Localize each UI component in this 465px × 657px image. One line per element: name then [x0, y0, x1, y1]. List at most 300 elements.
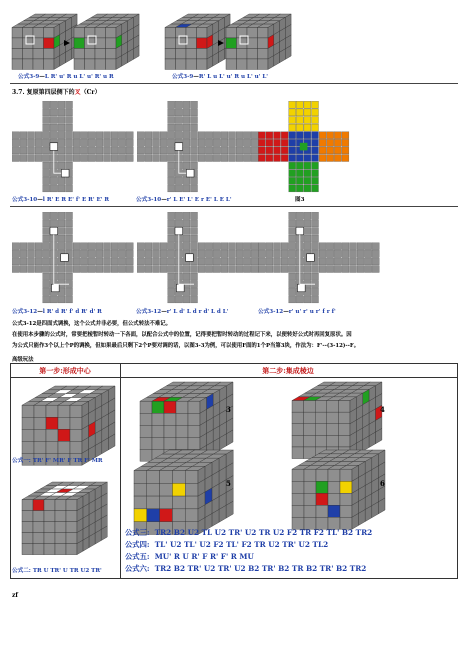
- net-facelet: [334, 243, 341, 250]
- net-facelet: [281, 132, 288, 139]
- cube-front-facelet: [106, 48, 117, 59]
- net-facelet: [206, 243, 213, 250]
- net-facelet: [289, 109, 296, 116]
- cube-front-facelet: [55, 511, 66, 522]
- cube-front-facelet: [188, 437, 200, 449]
- net-facelet: [274, 132, 281, 139]
- net-facelet: [229, 258, 236, 265]
- net-facelet: [88, 139, 95, 146]
- cube-front-facelet: [22, 429, 34, 441]
- net-facelet: [191, 243, 198, 250]
- cube-front-facelet: [22, 522, 33, 533]
- net-facelet: [73, 155, 80, 162]
- net-facelet: [137, 250, 144, 257]
- net-facelet: [312, 109, 319, 116]
- net-facelet: [43, 281, 50, 288]
- net-facelet: [183, 124, 190, 131]
- net-facelet: [221, 243, 228, 250]
- cube-front-facelet: [147, 496, 160, 509]
- marker-square: [296, 227, 304, 235]
- net-facelet: [168, 162, 175, 169]
- net-facelet: [96, 258, 103, 265]
- cube-front-facelet: [176, 413, 188, 425]
- row2-formula-3: 公式3-12—r' u' r' u r' f r f': [258, 309, 336, 315]
- cube-front-facelet: [66, 533, 77, 544]
- net-facelet: [206, 132, 213, 139]
- net-facelet: [81, 258, 88, 265]
- net-facelet: [137, 243, 144, 250]
- net-facelet: [183, 220, 190, 227]
- cube-front-facelet: [316, 493, 328, 505]
- row1-formula-2: 公式3-10—r' L E' L' E r E' L E L': [136, 197, 232, 203]
- net-facelet: [274, 147, 281, 154]
- net-facelet: [274, 258, 281, 265]
- cube-front-facelet: [185, 483, 198, 496]
- net-facelet: [58, 155, 65, 162]
- net-facelet: [191, 235, 198, 242]
- net-facelet: [111, 250, 118, 257]
- net-facelet: [266, 250, 273, 257]
- net-facelet: [191, 273, 198, 280]
- net-facelet: [281, 243, 288, 250]
- net-facelet: [81, 266, 88, 273]
- net-facelet: [104, 243, 111, 250]
- net-facelet: [266, 139, 273, 146]
- net-facelet: [168, 117, 175, 124]
- net-facelet: [206, 147, 213, 154]
- net-facelet: [191, 124, 198, 131]
- net-facelet: [50, 132, 57, 139]
- net-facelet: [213, 147, 220, 154]
- net-facelet: [236, 139, 243, 146]
- cube-front-facelet: [197, 38, 208, 49]
- net-facelet: [96, 147, 103, 154]
- net-facelet: [73, 132, 80, 139]
- net-facelet: [66, 124, 73, 131]
- net-facelet: [43, 288, 50, 295]
- net-facelet: [312, 124, 319, 131]
- net-facelet: [58, 147, 65, 154]
- cube-front-facelet: [95, 27, 106, 38]
- net-facelet: [289, 177, 296, 184]
- marker-square: [50, 143, 58, 151]
- net-facelet: [312, 132, 319, 139]
- net-facelet: [168, 220, 175, 227]
- cube-front-facelet: [258, 59, 269, 70]
- net-facelet: [43, 266, 50, 273]
- net-facelet: [213, 250, 220, 257]
- net-facelet: [96, 266, 103, 273]
- net-facelet: [206, 139, 213, 146]
- net-facelet: [58, 266, 65, 273]
- net-facelet: [244, 132, 251, 139]
- net-facelet: [327, 139, 334, 146]
- cube-front-facelet: [55, 544, 66, 555]
- cube-front-facelet: [33, 511, 44, 522]
- net-facelet: [266, 132, 273, 139]
- net-facelet: [145, 132, 152, 139]
- net-facelet: [28, 139, 35, 146]
- net-facelet: [289, 162, 296, 169]
- net-facelet: [43, 124, 50, 131]
- net-facelet: [289, 296, 296, 303]
- net-facelet: [58, 243, 65, 250]
- net-facelet: [137, 155, 144, 162]
- net-facelet: [88, 243, 95, 250]
- net-facelet: [35, 243, 42, 250]
- net-facelet: [43, 139, 50, 146]
- net-facelet: [88, 258, 95, 265]
- net-facelet: [104, 139, 111, 146]
- cube-front-facelet: [304, 493, 316, 505]
- cube-front-facelet: [152, 425, 164, 437]
- net-facelet: [168, 177, 175, 184]
- net-facelet: [191, 288, 198, 295]
- net-facelet: [96, 139, 103, 146]
- net-facelet: [58, 273, 65, 280]
- net-facelet: [58, 101, 65, 108]
- net-facelet: [274, 155, 281, 162]
- net-facelet: [191, 228, 198, 235]
- cube-front-facelet: [152, 437, 164, 449]
- cube-front-facelet: [70, 417, 82, 429]
- net-facelet: [73, 243, 80, 250]
- net-facelet: [160, 155, 167, 162]
- net-facelet: [312, 212, 319, 219]
- net-facelet: [229, 266, 236, 273]
- cube-front-facelet: [165, 48, 176, 59]
- net-facelet: [183, 101, 190, 108]
- net-facelet: [304, 228, 311, 235]
- net-facelet: [327, 250, 334, 257]
- net-facelet: [372, 258, 379, 265]
- net-facelet: [73, 258, 80, 265]
- cube-front-facelet: [304, 424, 316, 436]
- cube-front-facelet: [176, 38, 187, 49]
- cube-front-facelet: [44, 27, 55, 38]
- net-facelet: [12, 139, 19, 146]
- cube-front-facelet: [164, 413, 176, 425]
- net-facelet: [236, 243, 243, 250]
- net-facelet: [73, 139, 80, 146]
- net-facelet: [334, 250, 341, 257]
- net-facelet: [304, 296, 311, 303]
- net-facelet: [126, 139, 133, 146]
- net-facelet: [104, 155, 111, 162]
- cube-front-facelet: [44, 500, 55, 511]
- net-facelet: [289, 170, 296, 177]
- net-facelet: [327, 155, 334, 162]
- net-facelet: [357, 266, 364, 273]
- net-facelet: [153, 147, 160, 154]
- cube-front-facelet: [46, 429, 58, 441]
- cube-front-facelet: [340, 481, 352, 493]
- marker-square: [175, 143, 183, 151]
- cube-front-facelet: [258, 27, 269, 38]
- top-formula-2: 公式3-9—R' L u L' u' R u L' u' L': [172, 74, 268, 80]
- net-facelet: [119, 258, 126, 265]
- net-facelet: [213, 258, 220, 265]
- net-facelet: [289, 281, 296, 288]
- net-facelet: [81, 139, 88, 146]
- cube-front-facelet: [140, 425, 152, 437]
- net-facelet: [58, 117, 65, 124]
- net-facelet: [312, 177, 319, 184]
- cube-front-facelet: [327, 401, 339, 413]
- net-facelet: [229, 147, 236, 154]
- net-facelet: [160, 266, 167, 273]
- cube-front-facelet: [34, 405, 46, 417]
- net-facelet: [66, 109, 73, 116]
- net-facelet: [160, 258, 167, 265]
- net-facelet: [274, 250, 281, 257]
- net-facelet: [312, 117, 319, 124]
- net-facelet: [304, 132, 311, 139]
- cube-front-facelet: [164, 425, 176, 437]
- net-facelet: [296, 162, 303, 169]
- net-facelet: [183, 147, 190, 154]
- net-facelet: [43, 170, 50, 177]
- net-facelet: [229, 139, 236, 146]
- net-facelet: [126, 258, 133, 265]
- cube-front-facelet: [12, 59, 23, 70]
- net-facelet: [221, 250, 228, 257]
- net-facelet: [342, 258, 349, 265]
- net-facelet: [111, 147, 118, 154]
- cube-front-facelet: [247, 48, 258, 59]
- net-facelet: [28, 147, 35, 154]
- cube-front-facelet: [12, 48, 23, 59]
- net-facelet: [198, 250, 205, 257]
- net-facelet: [168, 273, 175, 280]
- net-facelet: [145, 139, 152, 146]
- net-facelet: [312, 235, 319, 242]
- marker-square: [186, 254, 194, 262]
- figure-label: 图3: [295, 197, 305, 203]
- cube-front-facelet: [22, 544, 33, 555]
- net-facelet: [50, 117, 57, 124]
- net-facelet: [191, 101, 198, 108]
- net-facelet: [12, 132, 19, 139]
- net-facelet: [28, 250, 35, 257]
- net-facelet: [20, 250, 27, 257]
- cube-front-facelet: [160, 509, 173, 522]
- net-facelet: [104, 250, 111, 257]
- cube-front-facelet: [172, 483, 185, 496]
- net-facelet: [191, 162, 198, 169]
- net-facelet: [66, 296, 73, 303]
- net-facelet: [304, 185, 311, 192]
- net-facelet: [153, 243, 160, 250]
- net-facelet: [43, 117, 50, 124]
- net-facelet: [111, 266, 118, 273]
- cube-front-facelet: [328, 505, 340, 517]
- net-facelet: [342, 139, 349, 146]
- net-facelet: [281, 139, 288, 146]
- cube-front-facelet: [185, 509, 198, 522]
- net-facelet: [312, 139, 319, 146]
- image-number-5: 5: [226, 479, 231, 488]
- net-facelet: [198, 132, 205, 139]
- net-facelet: [266, 155, 273, 162]
- net-facelet: [304, 212, 311, 219]
- cube-front-facelet: [106, 38, 117, 49]
- net-facelet: [198, 139, 205, 146]
- net-facelet: [342, 147, 349, 154]
- cube-front-facelet: [44, 38, 55, 49]
- net-facelet: [50, 296, 57, 303]
- net-facelet: [365, 258, 372, 265]
- cube-front-facelet: [58, 441, 70, 453]
- net-facelet: [50, 101, 57, 108]
- net-facelet: [58, 132, 65, 139]
- cube-front-facelet: [340, 505, 352, 517]
- net-facelet: [274, 139, 281, 146]
- net-facelet: [289, 228, 296, 235]
- net-facelet: [175, 101, 182, 108]
- cube-front-facelet: [33, 544, 44, 555]
- net-facelet: [160, 250, 167, 257]
- cube-front-facelet: [55, 522, 66, 533]
- net-facelet: [66, 185, 73, 192]
- cube-front-facelet: [188, 401, 200, 413]
- cube-front-facelet: [292, 505, 304, 517]
- net-facelet: [312, 273, 319, 280]
- net-facelet: [319, 155, 326, 162]
- cube-front-facelet: [44, 533, 55, 544]
- cube-front-facelet: [152, 413, 164, 425]
- net-facelet: [304, 117, 311, 124]
- cube-front-facelet: [316, 481, 328, 493]
- net-facelet: [244, 250, 251, 257]
- net-facelet: [111, 243, 118, 250]
- cube-front-facelet: [327, 412, 339, 424]
- net-facelet: [357, 243, 364, 250]
- net-facelet: [119, 139, 126, 146]
- cube-front-facelet: [315, 412, 327, 424]
- cube-front-facelet: [23, 38, 34, 49]
- net-facelet: [296, 296, 303, 303]
- net-facelet: [312, 243, 319, 250]
- net-facelet: [43, 258, 50, 265]
- net-facelet: [88, 250, 95, 257]
- net-facelet: [153, 155, 160, 162]
- net-facelet: [168, 212, 175, 219]
- net-facelet: [304, 235, 311, 242]
- net-facelet: [183, 117, 190, 124]
- net-facelet: [289, 155, 296, 162]
- cube-front-facelet: [188, 413, 200, 425]
- net-facelet: [244, 258, 251, 265]
- cube-front-facelet: [292, 424, 304, 436]
- cube-front-facelet: [304, 505, 316, 517]
- net-facelet: [206, 266, 213, 273]
- net-facelet: [266, 147, 273, 154]
- cube-front-facelet: [176, 437, 188, 449]
- net-facelet: [289, 220, 296, 227]
- cube-front-facelet: [85, 48, 96, 59]
- net-facelet: [96, 250, 103, 257]
- cube-front-facelet: [304, 412, 316, 424]
- net-facelet: [168, 109, 175, 116]
- net-facelet: [81, 147, 88, 154]
- net-facelet: [28, 132, 35, 139]
- marker-square: [298, 284, 306, 292]
- net-facelet: [304, 177, 311, 184]
- net-facelet: [137, 132, 144, 139]
- cube-front-facelet: [315, 435, 327, 447]
- net-facelet: [289, 132, 296, 139]
- cube-front-facelet: [66, 500, 77, 511]
- net-facelet: [168, 296, 175, 303]
- net-facelet: [35, 250, 42, 257]
- cube-front-facelet: [147, 470, 160, 483]
- cube-front-facelet: [172, 470, 185, 483]
- net-facelet: [327, 132, 334, 139]
- cube-front-facelet: [134, 483, 147, 496]
- cube-front-facelet: [66, 511, 77, 522]
- net-facelet: [334, 132, 341, 139]
- net-facelet: [198, 266, 205, 273]
- net-facelet: [281, 155, 288, 162]
- net-facelet: [221, 147, 228, 154]
- cube-front-facelet: [85, 59, 96, 70]
- net-facelet: [221, 266, 228, 273]
- net-facelet: [12, 147, 19, 154]
- net-facelet: [191, 147, 198, 154]
- net-facelet: [28, 266, 35, 273]
- net-facelet: [168, 288, 175, 295]
- net-facelet: [58, 124, 65, 131]
- net-facelet: [342, 250, 349, 257]
- cube-front-facelet: [186, 48, 197, 59]
- net-facelet: [191, 117, 198, 124]
- net-facelet: [296, 124, 303, 131]
- net-facelet: [198, 258, 205, 265]
- net-facelet: [168, 124, 175, 131]
- net-facelet: [319, 243, 326, 250]
- net-facelet: [66, 273, 73, 280]
- cube-front-facelet: [226, 38, 237, 49]
- cube-front-facelet: [95, 48, 106, 59]
- net-facelet: [183, 296, 190, 303]
- net-facelet: [251, 139, 258, 146]
- net-facelet: [50, 124, 57, 131]
- net-facelet: [258, 132, 265, 139]
- net-facelet: [258, 147, 265, 154]
- net-facelet: [66, 228, 73, 235]
- net-facelet: [221, 155, 228, 162]
- net-facelet: [289, 185, 296, 192]
- net-facelet: [365, 243, 372, 250]
- cube-front-facelet: [34, 429, 46, 441]
- cube-front-facelet: [70, 405, 82, 417]
- net-facelet: [119, 250, 126, 257]
- net-facelet: [251, 266, 258, 273]
- net-facelet: [312, 162, 319, 169]
- net-facelet: [221, 258, 228, 265]
- net-facelet: [236, 258, 243, 265]
- net-facelet: [191, 139, 198, 146]
- net-facelet: [168, 250, 175, 257]
- net-facelet: [251, 155, 258, 162]
- net-facelet: [319, 258, 326, 265]
- net-facelet: [357, 258, 364, 265]
- net-facelet: [119, 243, 126, 250]
- marker-square: [61, 169, 69, 177]
- net-facelet: [296, 185, 303, 192]
- net-facelet: [244, 155, 251, 162]
